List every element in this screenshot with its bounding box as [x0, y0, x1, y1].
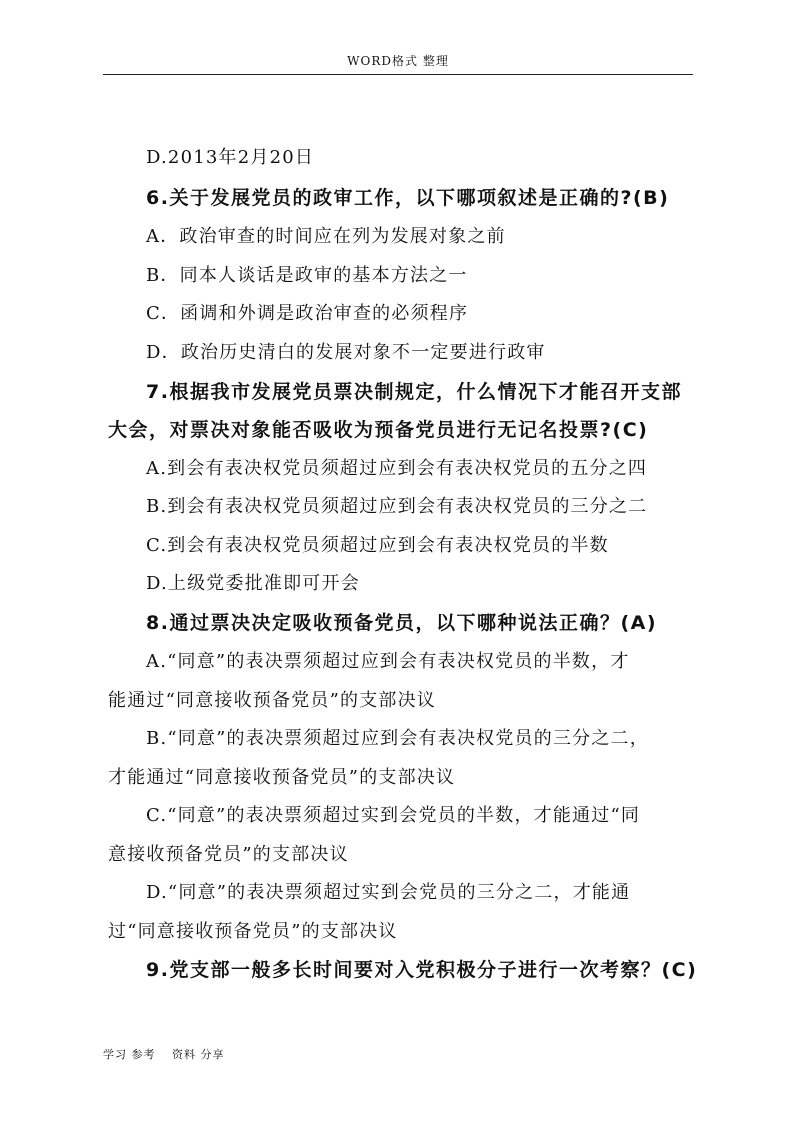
question-7-continued: 大会，对票决对象能否吸收为预备党员进行无记名投票?(C) — [108, 419, 649, 441]
option-line: D.上级党委批准即可开会 — [146, 573, 360, 594]
question-8: 8.通过票决决定吸收预备党员，以下哪种说法正确？(A) — [146, 612, 658, 634]
option-line: A．政治审查的时间应在列为发展对象之前 — [146, 226, 506, 247]
option-line: B.“同意”的表决票须超过应到会有表决权党员的三分之二， — [146, 728, 649, 749]
option-line: D.2013年2月20日 — [146, 147, 315, 168]
question-9: 9.党支部一般多长时间要对入党积极分子进行一次考察？(C) — [146, 959, 698, 981]
page-header: WORD格式 整理 — [347, 54, 449, 68]
option-line: A.“同意”的表决票须超过应到会有表决权党员的半数，才 — [146, 651, 630, 672]
option-line: D.“同意”的表决票须超过实到会党员的三分之二，才能通 — [146, 882, 631, 903]
option-line-continued: 才能通过“同意接收预备党员”的支部决议 — [108, 767, 456, 788]
question-7: 7.根据我市发展党员票决制规定，什么情况下才能召开支部 — [146, 381, 682, 403]
option-line: D．政治历史清白的发展对象不一定要进行政审 — [146, 342, 546, 363]
footer-right: 资料 分享 — [172, 1048, 225, 1061]
option-line-continued: 过“同意接收预备党员”的支部决议 — [108, 921, 398, 942]
question-6: 6.关于发展党员的政审工作，以下哪项叙述是正确的?(B) — [146, 187, 670, 209]
option-line: B．同本人谈话是政审的基本方法之一 — [146, 265, 468, 286]
option-line: C.到会有表决权党员须超过应到会有表决权党员的半数 — [146, 535, 609, 556]
option-line: C．函调和外调是政治审查的必须程序 — [146, 303, 469, 324]
page-footer — [103, 1046, 237, 1062]
option-line: C.“同意”的表决票须超过实到会党员的半数，才能通过“同 — [146, 805, 641, 826]
option-line-continued: 能通过“同意接收预备党员”的支部决议 — [108, 690, 437, 711]
footer-left: 学习 参考 — [103, 1048, 156, 1061]
option-line-continued: 意接收预备党员”的支部决议 — [108, 844, 349, 865]
option-line: A.到会有表决权党员须超过应到会有表决权党员的五分之四 — [146, 458, 648, 479]
header-rule — [103, 74, 693, 75]
option-line: B.到会有表决权党员须超过应到会有表决权党员的三分之二 — [146, 496, 648, 517]
